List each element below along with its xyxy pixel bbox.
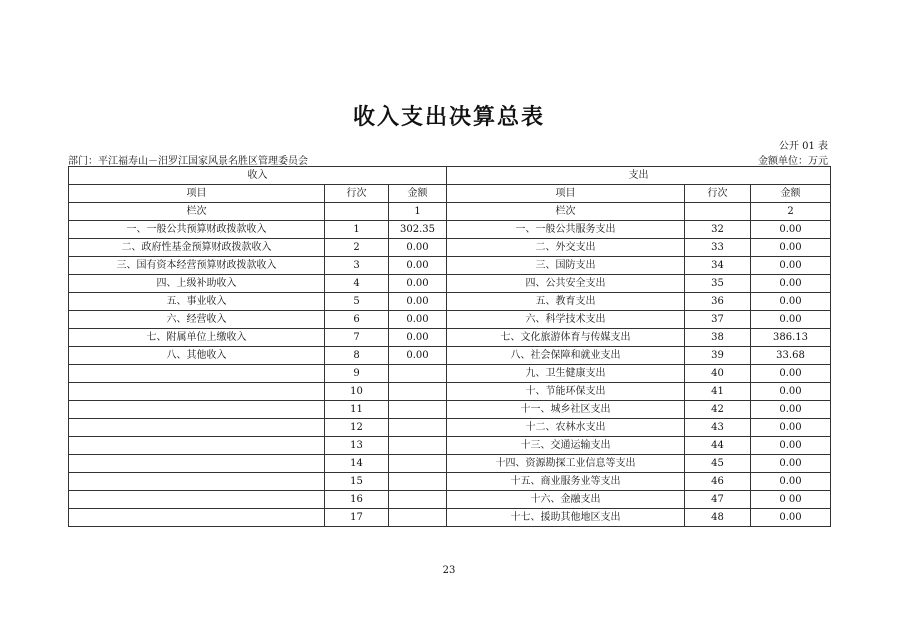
income-amount-cell bbox=[389, 473, 447, 491]
expense-amount-cell: 0.00 bbox=[751, 455, 831, 473]
income-index-blank bbox=[325, 203, 389, 221]
income-line-cell: 13 bbox=[325, 437, 389, 455]
expense-line-cell: 42 bbox=[685, 401, 751, 419]
expense-header: 支出 bbox=[447, 167, 831, 185]
income-header: 收入 bbox=[69, 167, 447, 185]
table-row bbox=[69, 455, 831, 473]
summary-table bbox=[68, 166, 831, 527]
table-row bbox=[69, 221, 831, 239]
income-line-cell: 8 bbox=[325, 347, 389, 365]
expense-amount-cell: 0.00 bbox=[751, 437, 831, 455]
expense-item-cell: 十一、城乡社区支出 bbox=[447, 401, 685, 419]
income-amount-cell: 0.00 bbox=[389, 257, 447, 275]
section-header-row bbox=[69, 167, 831, 185]
expense-line-cell: 46 bbox=[685, 473, 751, 491]
income-line-cell: 14 bbox=[325, 455, 389, 473]
expense-amount-cell: 0.00 bbox=[751, 257, 831, 275]
income-line-cell: 7 bbox=[325, 329, 389, 347]
expense-line-cell: 38 bbox=[685, 329, 751, 347]
income-line-cell: 9 bbox=[325, 365, 389, 383]
expense-amount-cell: 0.00 bbox=[751, 419, 831, 437]
expense-amount-cell: 0.00 bbox=[751, 275, 831, 293]
income-col-number: 1 bbox=[389, 203, 447, 221]
income-item-cell bbox=[69, 437, 325, 455]
income-line-cell: 16 bbox=[325, 491, 389, 509]
expense-item-cell: 一、一般公共服务支出 bbox=[447, 221, 685, 239]
expense-line-cell: 36 bbox=[685, 293, 751, 311]
expense-amount-cell: 0.00 bbox=[751, 311, 831, 329]
expense-line-cell: 47 bbox=[685, 491, 751, 509]
expense-line-header: 行次 bbox=[685, 185, 751, 203]
income-item-cell bbox=[69, 383, 325, 401]
expense-amount-cell: 0.00 bbox=[751, 473, 831, 491]
column-index-row bbox=[69, 203, 831, 221]
expense-item-cell: 六、科学技术支出 bbox=[447, 311, 685, 329]
income-amount-cell bbox=[389, 419, 447, 437]
income-item-cell: 三、国有资本经营预算财政拨款收入 bbox=[69, 257, 325, 275]
table-row bbox=[69, 239, 831, 257]
income-amount-cell: 0.00 bbox=[389, 239, 447, 257]
table-row bbox=[69, 257, 831, 275]
expense-amount-cell: 0.00 bbox=[751, 365, 831, 383]
income-amount-cell bbox=[389, 455, 447, 473]
income-item-cell: 六、经营收入 bbox=[69, 311, 325, 329]
income-line-header: 行次 bbox=[325, 185, 389, 203]
expense-amount-cell: 0.00 bbox=[751, 293, 831, 311]
income-amount-header: 金额 bbox=[389, 185, 447, 203]
expense-amount-cell: 33.68 bbox=[751, 347, 831, 365]
expense-line-cell: 37 bbox=[685, 311, 751, 329]
expense-item-cell: 十五、商业服务业等支出 bbox=[447, 473, 685, 491]
expense-line-cell: 33 bbox=[685, 239, 751, 257]
income-amount-cell: 0.00 bbox=[389, 347, 447, 365]
income-amount-cell: 0.00 bbox=[389, 329, 447, 347]
income-line-cell: 10 bbox=[325, 383, 389, 401]
expense-item-cell: 十三、交通运输支出 bbox=[447, 437, 685, 455]
income-amount-cell: 0.00 bbox=[389, 311, 447, 329]
expense-item-cell: 十、节能环保支出 bbox=[447, 383, 685, 401]
table-row bbox=[69, 311, 831, 329]
expense-col-number: 2 bbox=[751, 203, 831, 221]
income-amount-cell bbox=[389, 437, 447, 455]
expense-item-cell: 十六、金融支出 bbox=[447, 491, 685, 509]
income-item-cell: 八、其他收入 bbox=[69, 347, 325, 365]
table-row bbox=[69, 383, 831, 401]
income-line-cell: 11 bbox=[325, 401, 389, 419]
income-amount-cell: 0.00 bbox=[389, 293, 447, 311]
expense-amount-cell: 386.13 bbox=[751, 329, 831, 347]
income-item-cell: 七、附属单位上缴收入 bbox=[69, 329, 325, 347]
expense-line-cell: 35 bbox=[685, 275, 751, 293]
income-item-cell: 五、事业收入 bbox=[69, 293, 325, 311]
income-item-cell bbox=[69, 455, 325, 473]
income-amount-cell bbox=[389, 365, 447, 383]
income-item-cell bbox=[69, 419, 325, 437]
expense-item-cell: 八、社会保障和就业支出 bbox=[447, 347, 685, 365]
income-line-cell: 12 bbox=[325, 419, 389, 437]
expense-item-cell: 七、文化旅游体育与传媒支出 bbox=[447, 329, 685, 347]
expense-line-cell: 39 bbox=[685, 347, 751, 365]
expense-item-cell: 十七、援助其他地区支出 bbox=[447, 509, 685, 527]
table-row bbox=[69, 347, 831, 365]
table-row bbox=[69, 275, 831, 293]
income-line-cell: 15 bbox=[325, 473, 389, 491]
expense-line-cell: 48 bbox=[685, 509, 751, 527]
column-header-row bbox=[69, 185, 831, 203]
expense-line-cell: 44 bbox=[685, 437, 751, 455]
expense-line-cell: 45 bbox=[685, 455, 751, 473]
expense-item-cell: 二、外交支出 bbox=[447, 239, 685, 257]
income-item-cell bbox=[69, 491, 325, 509]
income-item-cell: 二、政府性基金预算财政拨款收入 bbox=[69, 239, 325, 257]
income-line-cell: 3 bbox=[325, 257, 389, 275]
page-title: 收入支出决算总表 bbox=[352, 105, 545, 130]
income-line-cell: 6 bbox=[325, 311, 389, 329]
income-item-header: 项目 bbox=[69, 185, 325, 203]
table-row bbox=[69, 437, 831, 455]
income-item-cell: 四、上级补助收入 bbox=[69, 275, 325, 293]
table-row bbox=[69, 473, 831, 491]
expense-item-cell: 十四、资源勘探工业信息等支出 bbox=[447, 455, 685, 473]
table-row bbox=[69, 293, 831, 311]
form-number: 公开 01 表 bbox=[778, 141, 828, 152]
expense-item-cell: 三、国防支出 bbox=[447, 257, 685, 275]
expense-line-cell: 41 bbox=[685, 383, 751, 401]
expense-amount-header: 金额 bbox=[751, 185, 831, 203]
expense-line-cell: 40 bbox=[685, 365, 751, 383]
page-number: 23 bbox=[442, 565, 456, 576]
expense-index-label: 栏次 bbox=[447, 203, 685, 221]
income-item-cell bbox=[69, 473, 325, 491]
expense-amount-cell: 0.00 bbox=[751, 221, 831, 239]
income-line-cell: 1 bbox=[325, 221, 389, 239]
expense-item-cell: 九、卫生健康支出 bbox=[447, 365, 685, 383]
table-row bbox=[69, 491, 831, 509]
income-amount-cell bbox=[389, 383, 447, 401]
income-item-cell bbox=[69, 401, 325, 419]
income-line-cell: 2 bbox=[325, 239, 389, 257]
table-row bbox=[69, 329, 831, 347]
income-amount-cell bbox=[389, 401, 447, 419]
expense-item-cell: 五、教育支出 bbox=[447, 293, 685, 311]
income-item-cell bbox=[69, 509, 325, 527]
table-row bbox=[69, 419, 831, 437]
income-amount-cell bbox=[389, 491, 447, 509]
expense-amount-cell: 0 00 bbox=[751, 491, 831, 509]
income-line-cell: 4 bbox=[325, 275, 389, 293]
table-row bbox=[69, 401, 831, 419]
expense-amount-cell: 0.00 bbox=[751, 239, 831, 257]
income-line-cell: 17 bbox=[325, 509, 389, 527]
unit-label: 金额单位：万元 bbox=[758, 156, 828, 167]
income-amount-cell: 0.00 bbox=[389, 275, 447, 293]
income-index-label: 栏次 bbox=[69, 203, 325, 221]
table-row bbox=[69, 365, 831, 383]
expense-line-cell: 43 bbox=[685, 419, 751, 437]
income-amount-cell bbox=[389, 509, 447, 527]
expense-item-cell: 四、公共安全支出 bbox=[447, 275, 685, 293]
expense-amount-cell: 0.00 bbox=[751, 401, 831, 419]
expense-item-header: 项目 bbox=[447, 185, 685, 203]
expense-line-cell: 34 bbox=[685, 257, 751, 275]
expense-item-cell: 十二、农林水支出 bbox=[447, 419, 685, 437]
department-label: 部门：平江福寿山－汨罗江国家风景名胜区管理委员会 bbox=[68, 156, 308, 167]
income-item-cell: 一、一般公共预算财政拨款收入 bbox=[69, 221, 325, 239]
expense-line-cell: 32 bbox=[685, 221, 751, 239]
expense-amount-cell: 0.00 bbox=[751, 509, 831, 527]
income-amount-cell: 302.35 bbox=[389, 221, 447, 239]
expense-amount-cell: 0.00 bbox=[751, 383, 831, 401]
table-row bbox=[69, 509, 831, 527]
income-line-cell: 5 bbox=[325, 293, 389, 311]
expense-index-blank bbox=[685, 203, 751, 221]
income-item-cell bbox=[69, 365, 325, 383]
